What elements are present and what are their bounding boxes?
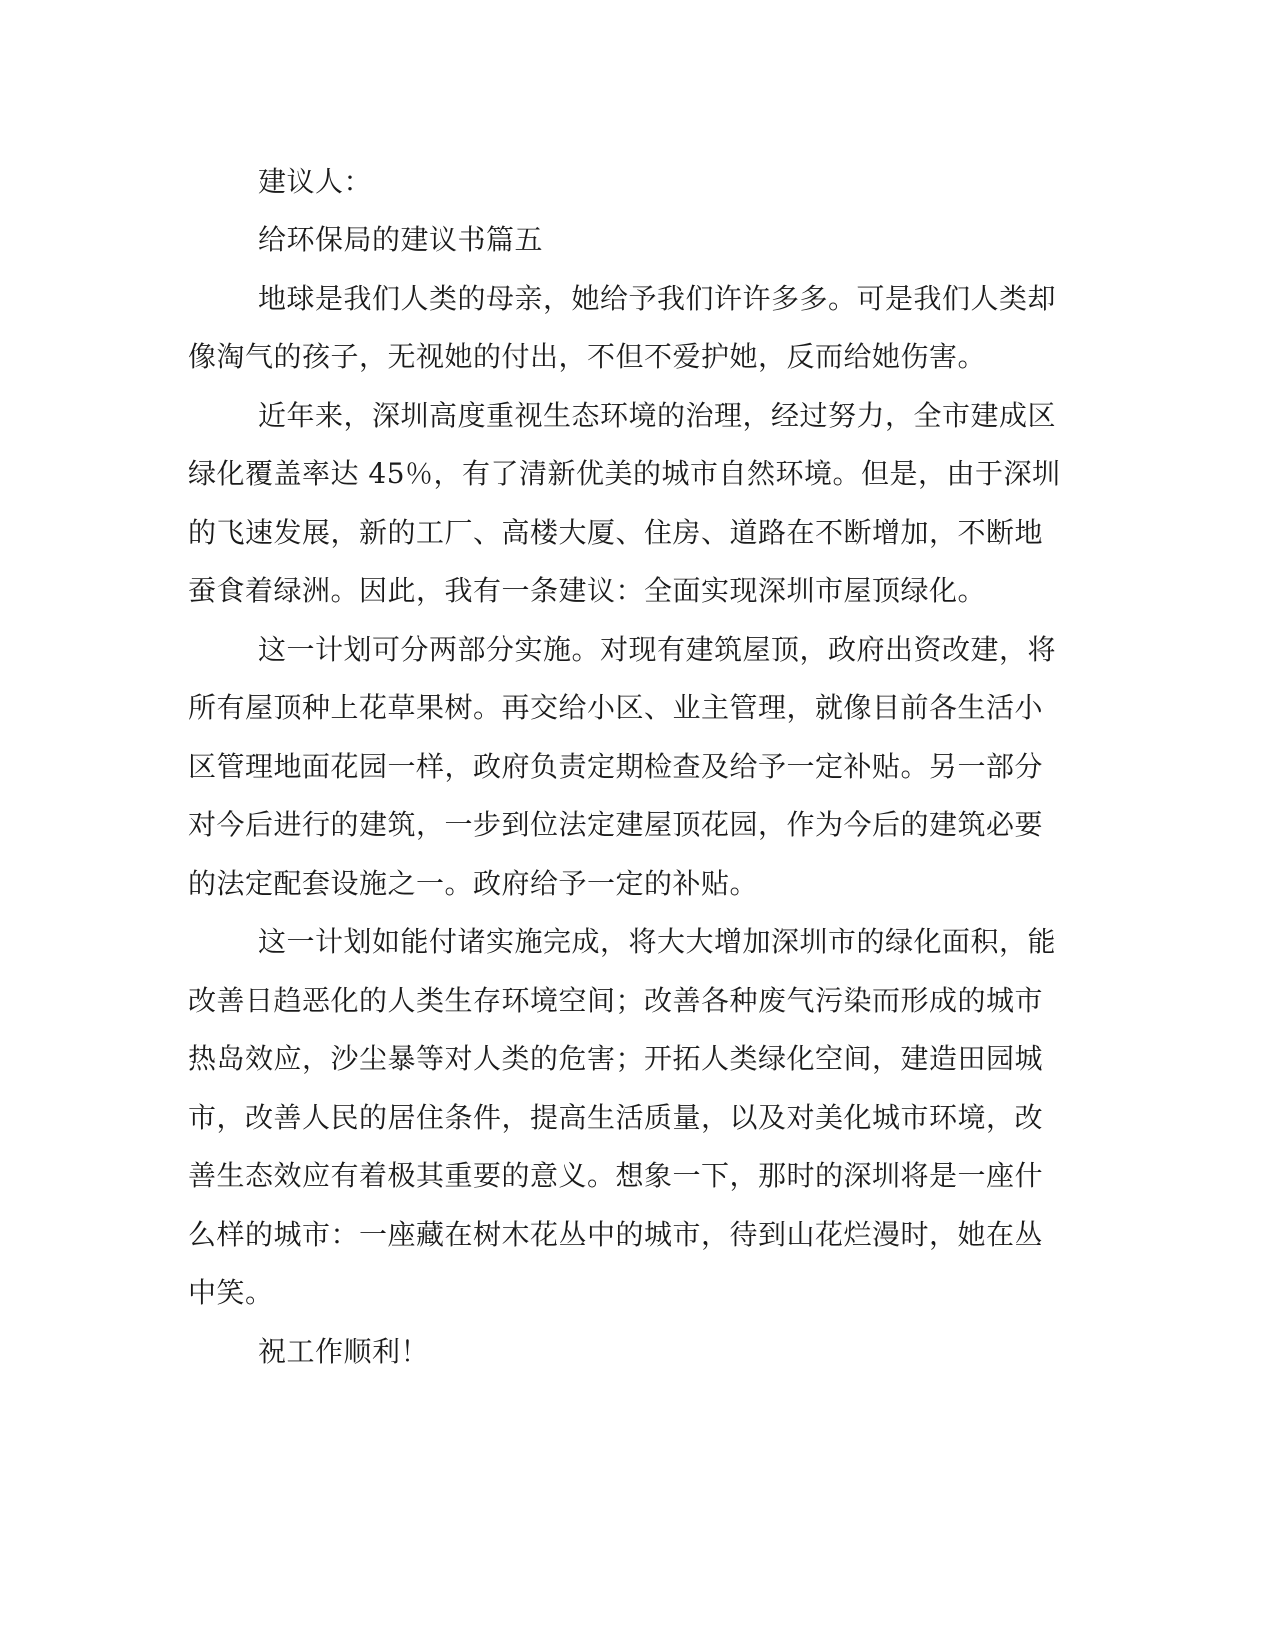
proposer-label: 建议人： bbox=[258, 165, 373, 198]
paragraph-4-line-6: 么样的城市：一座藏在树木花丛中的城市，待到山花烂漫时，她在丛 bbox=[188, 1218, 1044, 1251]
paragraph-4-line-3: 热岛效应，沙尘暴等对人类的危害；开拓人类绿化空间，建造田园城 bbox=[188, 1042, 1044, 1075]
paragraph-1-line-2: 像淘气的孩子，无视她的付出，不但不爱护她，反而给她伤害。 bbox=[188, 340, 987, 373]
paragraph-2-line-4: 蚕食着绿洲。因此，我有一条建议：全面实现深圳市屋顶绿化。 bbox=[188, 574, 987, 607]
paragraph-4-line-1: 这一计划如能付诸实施完成，将大大增加深圳市的绿化面积，能 bbox=[258, 925, 1057, 958]
closing-wish: 祝工作顺利！ bbox=[258, 1335, 430, 1368]
paragraph-3-line-2: 所有屋顶种上花草果树。再交给小区、业主管理，就像目前各生活小 bbox=[188, 691, 1044, 724]
paragraph-4-line-5: 善生态效应有着极其重要的意义。想象一下，那时的深圳将是一座什 bbox=[188, 1159, 1044, 1192]
paragraph-3-line-4: 对今后进行的建筑，一步到位法定建屋顶花园，作为今后的建筑必要 bbox=[188, 808, 1044, 841]
paragraph-4-line-4: 市，改善人民的居住条件，提高生活质量，以及对美化城市环境，改 bbox=[188, 1101, 1044, 1134]
paragraph-4-line-7: 中笑。 bbox=[188, 1276, 274, 1309]
paragraph-2-line-2: 绿化覆盖率达 45％，有了清新优美的城市自然环境。但是，由于深圳 bbox=[188, 457, 1061, 490]
paragraph-3-line-5: 的法定配套设施之一。政府给予一定的补贴。 bbox=[188, 867, 759, 900]
paragraph-3-line-3: 区管理地面花园一样，政府负责定期检查及给予一定补贴。另一部分 bbox=[188, 750, 1044, 783]
section-heading: 给环保局的建议书篇五 bbox=[258, 223, 544, 256]
paragraph-4-line-2: 改善日趋恶化的人类生存环境空间；改善各种废气污染而形成的城市 bbox=[188, 984, 1044, 1017]
paragraph-2-line-3: 的飞速发展，新的工厂、高楼大厦、住房、道路在不断增加，不断地 bbox=[188, 516, 1044, 549]
paragraph-1-line-1: 地球是我们人类的母亲，她给予我们许许多多。可是我们人类却 bbox=[258, 282, 1057, 315]
paragraph-3-line-1: 这一计划可分两部分实施。对现有建筑屋顶，政府出资改建，将 bbox=[258, 633, 1057, 666]
paragraph-2-line-1: 近年来，深圳高度重视生态环境的治理，经过努力，全市建成区 bbox=[258, 399, 1057, 432]
